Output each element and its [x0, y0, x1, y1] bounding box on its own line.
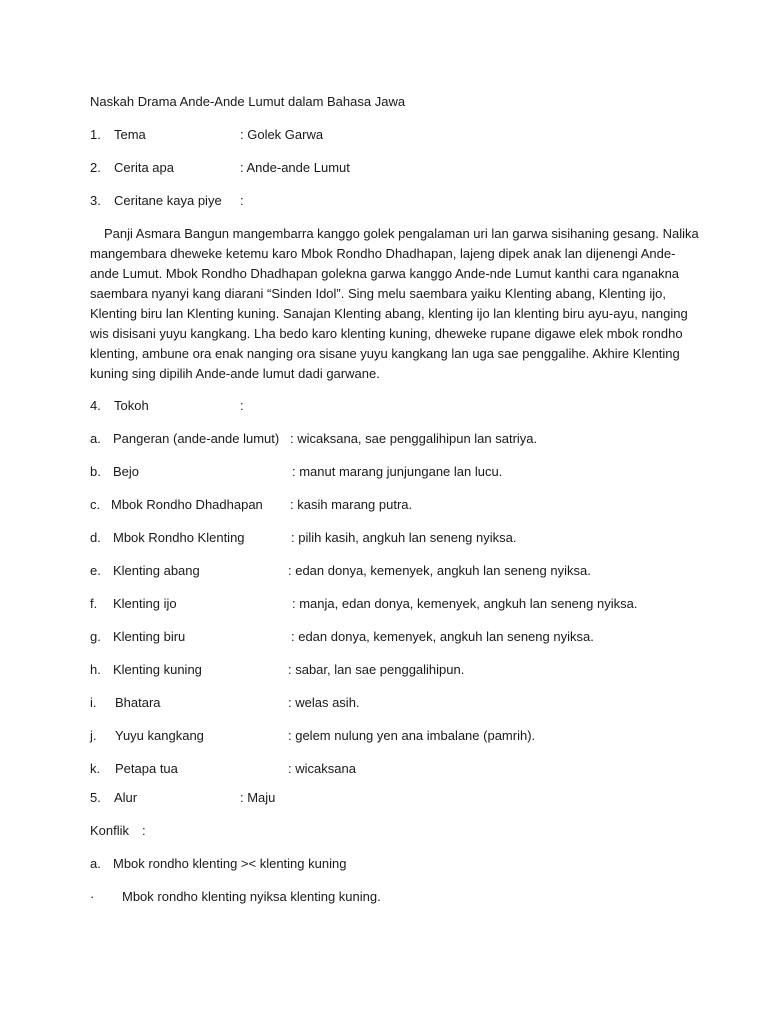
paragraph-line: Panji Asmara Bangun mangembarra kanggo golek pengalaman uri lan garwa sisihaning gesang. Nalika [104, 226, 699, 241]
alur-label: Alur [114, 790, 138, 805]
character-name: Petapa tua [115, 761, 178, 776]
tokoh-label: Tokoh [114, 398, 149, 413]
tokoh-number: 4. [90, 398, 101, 413]
character-number: d. [90, 530, 101, 545]
item-2-number: 2. [90, 160, 101, 175]
character-desc: : welas asih. [288, 695, 360, 710]
paragraph-line: saembara nyanyi kang diarani “Sinden Idol”. Sing melu saembara yaiku Klenting abang, Klenting ijo, [90, 286, 666, 301]
paragraph-line: kuning sing dipilih Ande-ande lumut dadi garwane. [90, 366, 380, 381]
character-name: Klenting abang [113, 563, 200, 578]
character-number: b. [90, 464, 101, 479]
tokoh-value: : [240, 398, 244, 413]
bullet-text: Mbok rondho klenting nyiksa klenting kuning. [122, 889, 381, 904]
character-name: Bejo [113, 464, 140, 479]
alur-number: 5. [90, 790, 101, 805]
character-desc: : manut marang junjungane lan lucu. [292, 464, 503, 479]
paragraph-line: Klenting biru lan Klenting kuning. Sanajan Klenting abang, klenting ijo lan klenting biru ayu-ayu, nanging [90, 306, 688, 321]
character-number: h. [90, 662, 101, 677]
paragraph-line: klenting, ambune ora enak nanging ora sisane yuyu kangkang lan uga sae penggalihe. Akhire Klenting [90, 346, 680, 361]
alur-value: : Maju [240, 790, 276, 805]
konflik-item-text: Mbok rondho klenting >< klenting kuning [113, 856, 347, 871]
item-2-label: Cerita apa [114, 160, 174, 175]
character-name: Pangeran (ande-ande lumut) [113, 431, 280, 446]
character-desc: : edan donya, kemenyek, angkuh lan seneng nyiksa. [291, 629, 594, 644]
character-number: f. [90, 596, 98, 611]
character-number: j. [90, 728, 97, 743]
item-3-number: 3. [90, 193, 101, 208]
character-desc: : sabar, lan sae penggalihipun. [288, 662, 465, 677]
paragraph-line: ande Lumut. Mbok Rondho Dhadhapan golekna garwa kanggo Ande-nde Lumut kanthi cara nganakna [90, 266, 680, 281]
document-title: Naskah Drama Ande-Ande Lumut dalam Bahasa Jawa [90, 94, 406, 109]
character-number: k. [90, 761, 101, 776]
item-1-label: Tema [114, 127, 146, 142]
character-name: Bhatara [115, 695, 161, 710]
item-3-value: : [240, 193, 244, 208]
item-2-value: : Ande-ande Lumut [240, 160, 350, 175]
konflik-label: Konflik [90, 823, 130, 838]
item-1-number: 1. [90, 127, 101, 142]
character-desc: : pilih kasih, angkuh lan seneng nyiksa. [291, 530, 517, 545]
character-name: Klenting biru [113, 629, 186, 644]
paragraph-line: mangembara dheweke ketemu karo Mbok Rondho Dhadhapan, lajeng dipek anak lan dijenengi Ande- [90, 246, 676, 261]
character-desc: : wicaksana [288, 761, 356, 776]
bullet-mark: · [90, 889, 95, 904]
character-desc: : edan donya, kemenyek, angkuh lan seneng nyiksa. [288, 563, 591, 578]
character-name: Mbok Rondho Klenting [113, 530, 245, 545]
character-number: g. [90, 629, 101, 644]
character-number: c. [90, 497, 101, 512]
character-name: Klenting ijo [113, 596, 177, 611]
story-paragraph [90, 224, 699, 384]
character-desc: : gelem nulung yen ana imbalane (pamrih). [288, 728, 536, 743]
konflik-colon: : [142, 823, 146, 838]
character-number: e. [90, 563, 101, 578]
item-3-label: Ceritane kaya piye [114, 193, 222, 208]
item-1-value: : Golek Garwa [240, 127, 324, 142]
character-desc: : kasih marang putra. [290, 497, 413, 512]
character-number: i. [90, 695, 97, 710]
character-number: a. [90, 431, 101, 446]
character-name: Mbok Rondho Dhadhapan [111, 497, 263, 512]
paragraph-line: wis disisani yuyu kangkang. Lha bedo karo klenting kuning, dheweke rupane digawe elek mbok rondho [90, 326, 683, 341]
character-name: Yuyu kangkang [115, 728, 204, 743]
character-desc: : manja, edan donya, kemenyek, angkuh lan seneng nyiksa. [292, 596, 638, 611]
character-desc: : wicaksana, sae penggalihipun lan satriya. [290, 431, 538, 446]
konflik-item-number: a. [90, 856, 101, 871]
character-name: Klenting kuning [113, 662, 202, 677]
